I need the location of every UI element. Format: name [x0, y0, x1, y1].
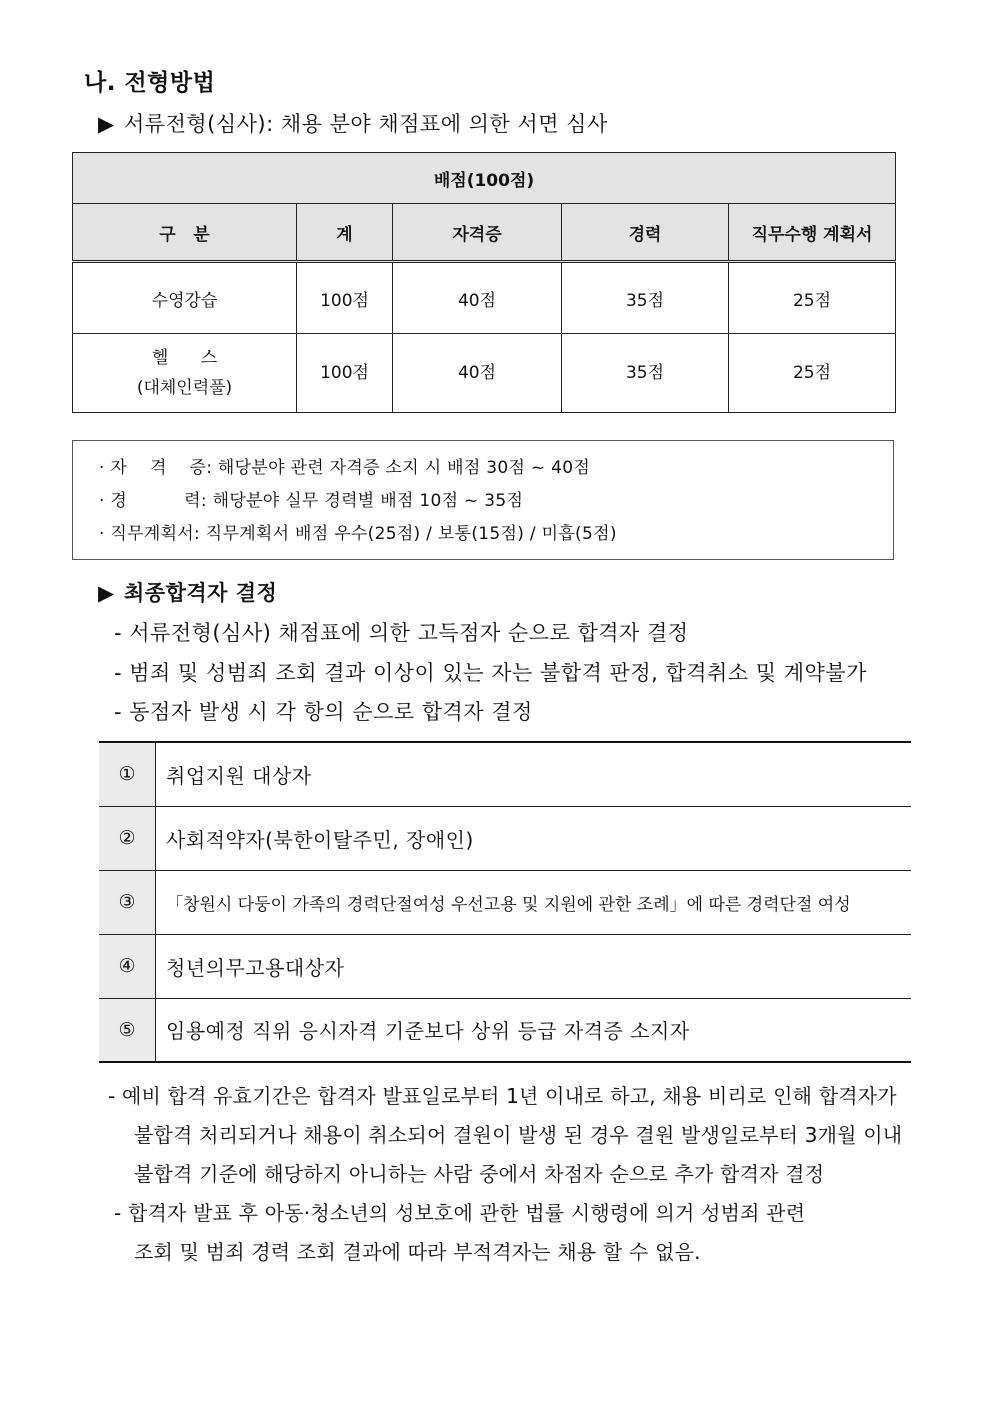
final-decision-title: 최종합격자 결정 [124, 581, 278, 605]
closing-line: 불합격 처리되거나 채용이 취소되어 결원이 발생 된 경우 결원 발생일로부터 3개월 이내 [134, 1123, 903, 1147]
priority-number: ② [99, 806, 156, 870]
priority-number: ③ [99, 870, 156, 934]
triangle-bullet-icon: ▶ [98, 581, 115, 605]
final-decision-heading [98, 577, 277, 607]
row-career: 35점 [562, 334, 729, 413]
header-job-plan: 직무수행 계획서 [729, 204, 896, 262]
priority-number: ④ [99, 934, 156, 998]
closing-line: 불합격 기준에 해당하지 아니하는 사람 중에서 차점자 순으로 추가 합격자 결정 [134, 1162, 825, 1186]
row-category-line2: (대체인력풀) [136, 378, 233, 398]
priority-text: 「창원시 다둥이 가족의 경력단절여성 우선고용 및 지원에 관한 조례」에 따른 경력단절 여성 [156, 870, 912, 934]
score-table-title: 배점(100점) [73, 153, 896, 204]
priority-row [99, 934, 911, 998]
closing-paragraph-2 [114, 1194, 805, 1272]
decision-bullet: - 범죄 및 성범죄 조회 결과 이상이 있는 자는 불합격 판정, 합격취소 및 계약불가 [114, 661, 867, 685]
note-career: · 경 력: 해당분야 실무 경력별 배점 10점 ~ 35점 [99, 491, 524, 511]
row-certificate: 40점 [393, 334, 562, 413]
priority-number: ① [99, 742, 156, 806]
screening-line [98, 108, 608, 138]
decision-bullet: - 동점자 발생 시 각 항의 순으로 합격자 결정 [114, 700, 533, 724]
priority-text: 취업지원 대상자 [156, 742, 912, 806]
triangle-bullet-icon: ▶ [98, 112, 115, 136]
header-category: 구 분 [73, 204, 297, 262]
closing-paragraph-1 [108, 1077, 902, 1194]
score-table [72, 152, 896, 413]
header-certificate: 자격증 [393, 204, 562, 262]
row-career: 35점 [562, 262, 729, 334]
note-certificate: · 자 격 증: 해당분야 관련 자격증 소지 시 배점 30점 ~ 40점 [99, 458, 591, 478]
priority-row [99, 998, 911, 1062]
row-certificate: 40점 [393, 262, 562, 334]
screening-text: 서류전형(심사): 채용 분야 채점표에 의한 서면 심사 [124, 112, 608, 136]
section-heading: 나. 전형방법 [84, 70, 216, 96]
header-career: 경력 [562, 204, 729, 262]
decision-bullet: - 서류전형(심사) 채점표에 의한 고득점자 순으로 합격자 결정 [114, 621, 689, 645]
row-total: 100점 [297, 334, 393, 413]
priority-number: ⑤ [99, 998, 156, 1062]
row-job-plan: 25점 [729, 262, 896, 334]
header-total: 계 [297, 204, 393, 262]
priority-row [99, 742, 911, 806]
closing-line: - 합격자 발표 후 아동·청소년의 성보호에 관한 법률 시행령에 의거 성범죄 관련 [114, 1201, 806, 1225]
closing-line: - 예비 합격 유효기간은 합격자 발표일로부터 1년 이내로 하고, 채용 비리로 인해 합격자가 [108, 1084, 897, 1108]
priority-text: 임용예정 직위 응시자격 기준보다 상위 등급 자격증 소지자 [156, 998, 912, 1062]
priority-row [99, 806, 911, 870]
row-category [73, 334, 297, 413]
priority-text: 청년의무고용대상자 [156, 934, 912, 998]
priority-text: 사회적약자(북한이탈주민, 장애인) [156, 806, 912, 870]
row-category: 수영강습 [73, 262, 297, 334]
priority-row [99, 870, 911, 934]
table-row [73, 262, 896, 334]
scoring-notes-box [72, 440, 894, 560]
note-job-plan: · 직무계획서: 직무계획서 배점 우수(25점) / 보통(15점) / 미흡(5점) [99, 524, 617, 544]
priority-table [99, 741, 911, 1063]
table-row [73, 334, 896, 413]
closing-line: 조회 및 범죄 경력 조회 결과에 따라 부적격자는 채용 할 수 없음. [134, 1240, 701, 1264]
row-total: 100점 [297, 262, 393, 334]
row-category-line1: 헬 스 [151, 348, 218, 368]
row-job-plan: 25점 [729, 334, 896, 413]
